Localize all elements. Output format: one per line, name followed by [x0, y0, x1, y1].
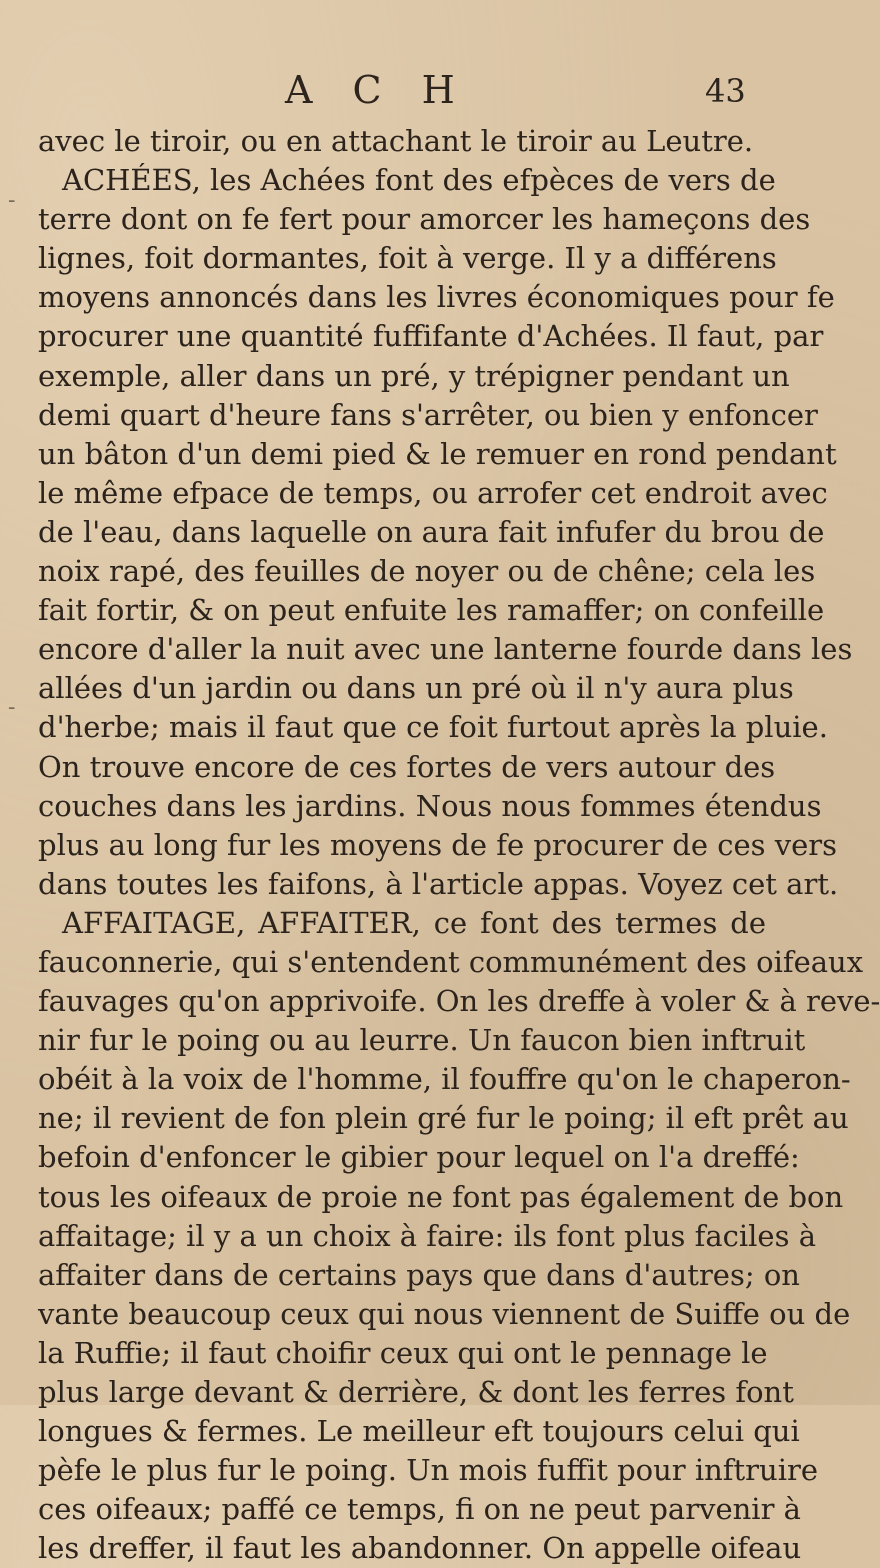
- text-line: encore d'aller la nuit avec une lanterne fourde dans les: [38, 632, 853, 667]
- margin-dash: -: [8, 188, 16, 213]
- text-line: avec le tiroir, ou en attachant le tiroir au Leutre.: [38, 124, 754, 158]
- text-line: ne; il revient de fon plein gré fur le poing; il eft prêt au: [38, 1101, 849, 1136]
- text-line: plus au long fur les moyens de fe procurer de ces vers: [38, 827, 838, 862]
- text-line: befoin d'enfoncer le gibier pour lequel on l'a dreffé:: [38, 1140, 800, 1175]
- text-line: demi quart d'heure fans s'arrêter, ou bien y enfoncer: [38, 397, 818, 432]
- body-text: [38, 122, 880, 1568]
- text-line: la Ruffie; il faut choifir ceux qui ont le pennage le: [38, 1335, 768, 1370]
- text-line: fauconnerie, qui s'entendent communément des oifeaux: [38, 944, 864, 979]
- text-line: de l'eau, dans laquelle on aura fait infufer du brou de: [38, 514, 825, 549]
- text-line: les dreffer, il faut les abandonner. On appelle oifeau: [38, 1531, 802, 1566]
- text-line: procurer une quantité fuffifante d'Achées. Il faut, par: [38, 319, 824, 354]
- text-line: ces oifeaux; paffé ce temps, fi on ne peut parvenir à: [38, 1492, 801, 1527]
- text-line: affaitage; il y a un choix à faire: ils font plus faciles à: [38, 1218, 816, 1253]
- text-line: noix rapé, des feuilles de noyer ou de chêne; cela les: [38, 554, 816, 589]
- text-line: moyens annoncés dans les livres économiques pour fe: [38, 280, 835, 315]
- text-line: dans toutes les faifons, à l'article appas. Voyez cet art.: [38, 866, 839, 901]
- text-line: d'herbe; mais il faut que ce foit furtout après la pluie.: [38, 710, 828, 745]
- text-line: On trouve encore de ces fortes de vers autour des: [38, 749, 776, 784]
- text-line: tous les oifeaux de proie ne font pas également de bon: [38, 1179, 844, 1214]
- text-line: un bâton d'un demi pied & le remuer en rond pendant: [38, 436, 837, 471]
- text-line: longues & fermes. Le meilleur eft toujours celui qui: [38, 1414, 800, 1449]
- text-line: plus large devant & derrière, & dont les ferres font: [38, 1375, 794, 1409]
- text-line: couches dans les jardins. Nous nous fommes étendus: [38, 788, 822, 823]
- text-line: le même efpace de temps, ou arrofer cet endroit avec: [38, 475, 828, 510]
- page-header: [0, 68, 800, 112]
- running-head: A C H: [285, 68, 469, 112]
- text-line: ACHÉES, les Achées font des efpèces de vers de: [62, 163, 776, 198]
- margin-dash: -: [8, 695, 16, 720]
- text-line: AFFAITAGE, AFFAITER, ce font des termes de: [62, 905, 766, 940]
- text-line: exemple, aller dans un pré, y trépigner pendant un: [38, 358, 790, 393]
- text-line: allées d'un jardin ou dans un pré où il n'y aura plus: [38, 671, 794, 706]
- text-line: fauvages qu'on apprivoife. On les dreffe à voler & à reve-: [38, 984, 880, 1019]
- text-line: terre dont on fe fert pour amorcer les hameçons des: [38, 202, 811, 237]
- text-line: affaiter dans de certains pays que dans d'autres; on: [38, 1257, 800, 1292]
- text-line: lignes, foit dormantes, foit à verge. Il y a différens: [38, 241, 777, 276]
- text-line: obéit à la voix de l'homme, il fouffre qu'on le chaperon-: [38, 1062, 851, 1097]
- text-line: fait fortir, & on peut enfuite les ramaffer; on confeille: [38, 593, 825, 628]
- page-number: 43: [705, 72, 746, 110]
- text-line: nir fur le poing ou au leurre. Un faucon bien inftruit: [38, 1023, 806, 1058]
- text-line: vante beaucoup ceux qui nous viennent de Suiffe ou de: [38, 1296, 851, 1331]
- text-line: pèfe le plus fur le poing. Un mois fuffit pour inftruire: [38, 1453, 819, 1488]
